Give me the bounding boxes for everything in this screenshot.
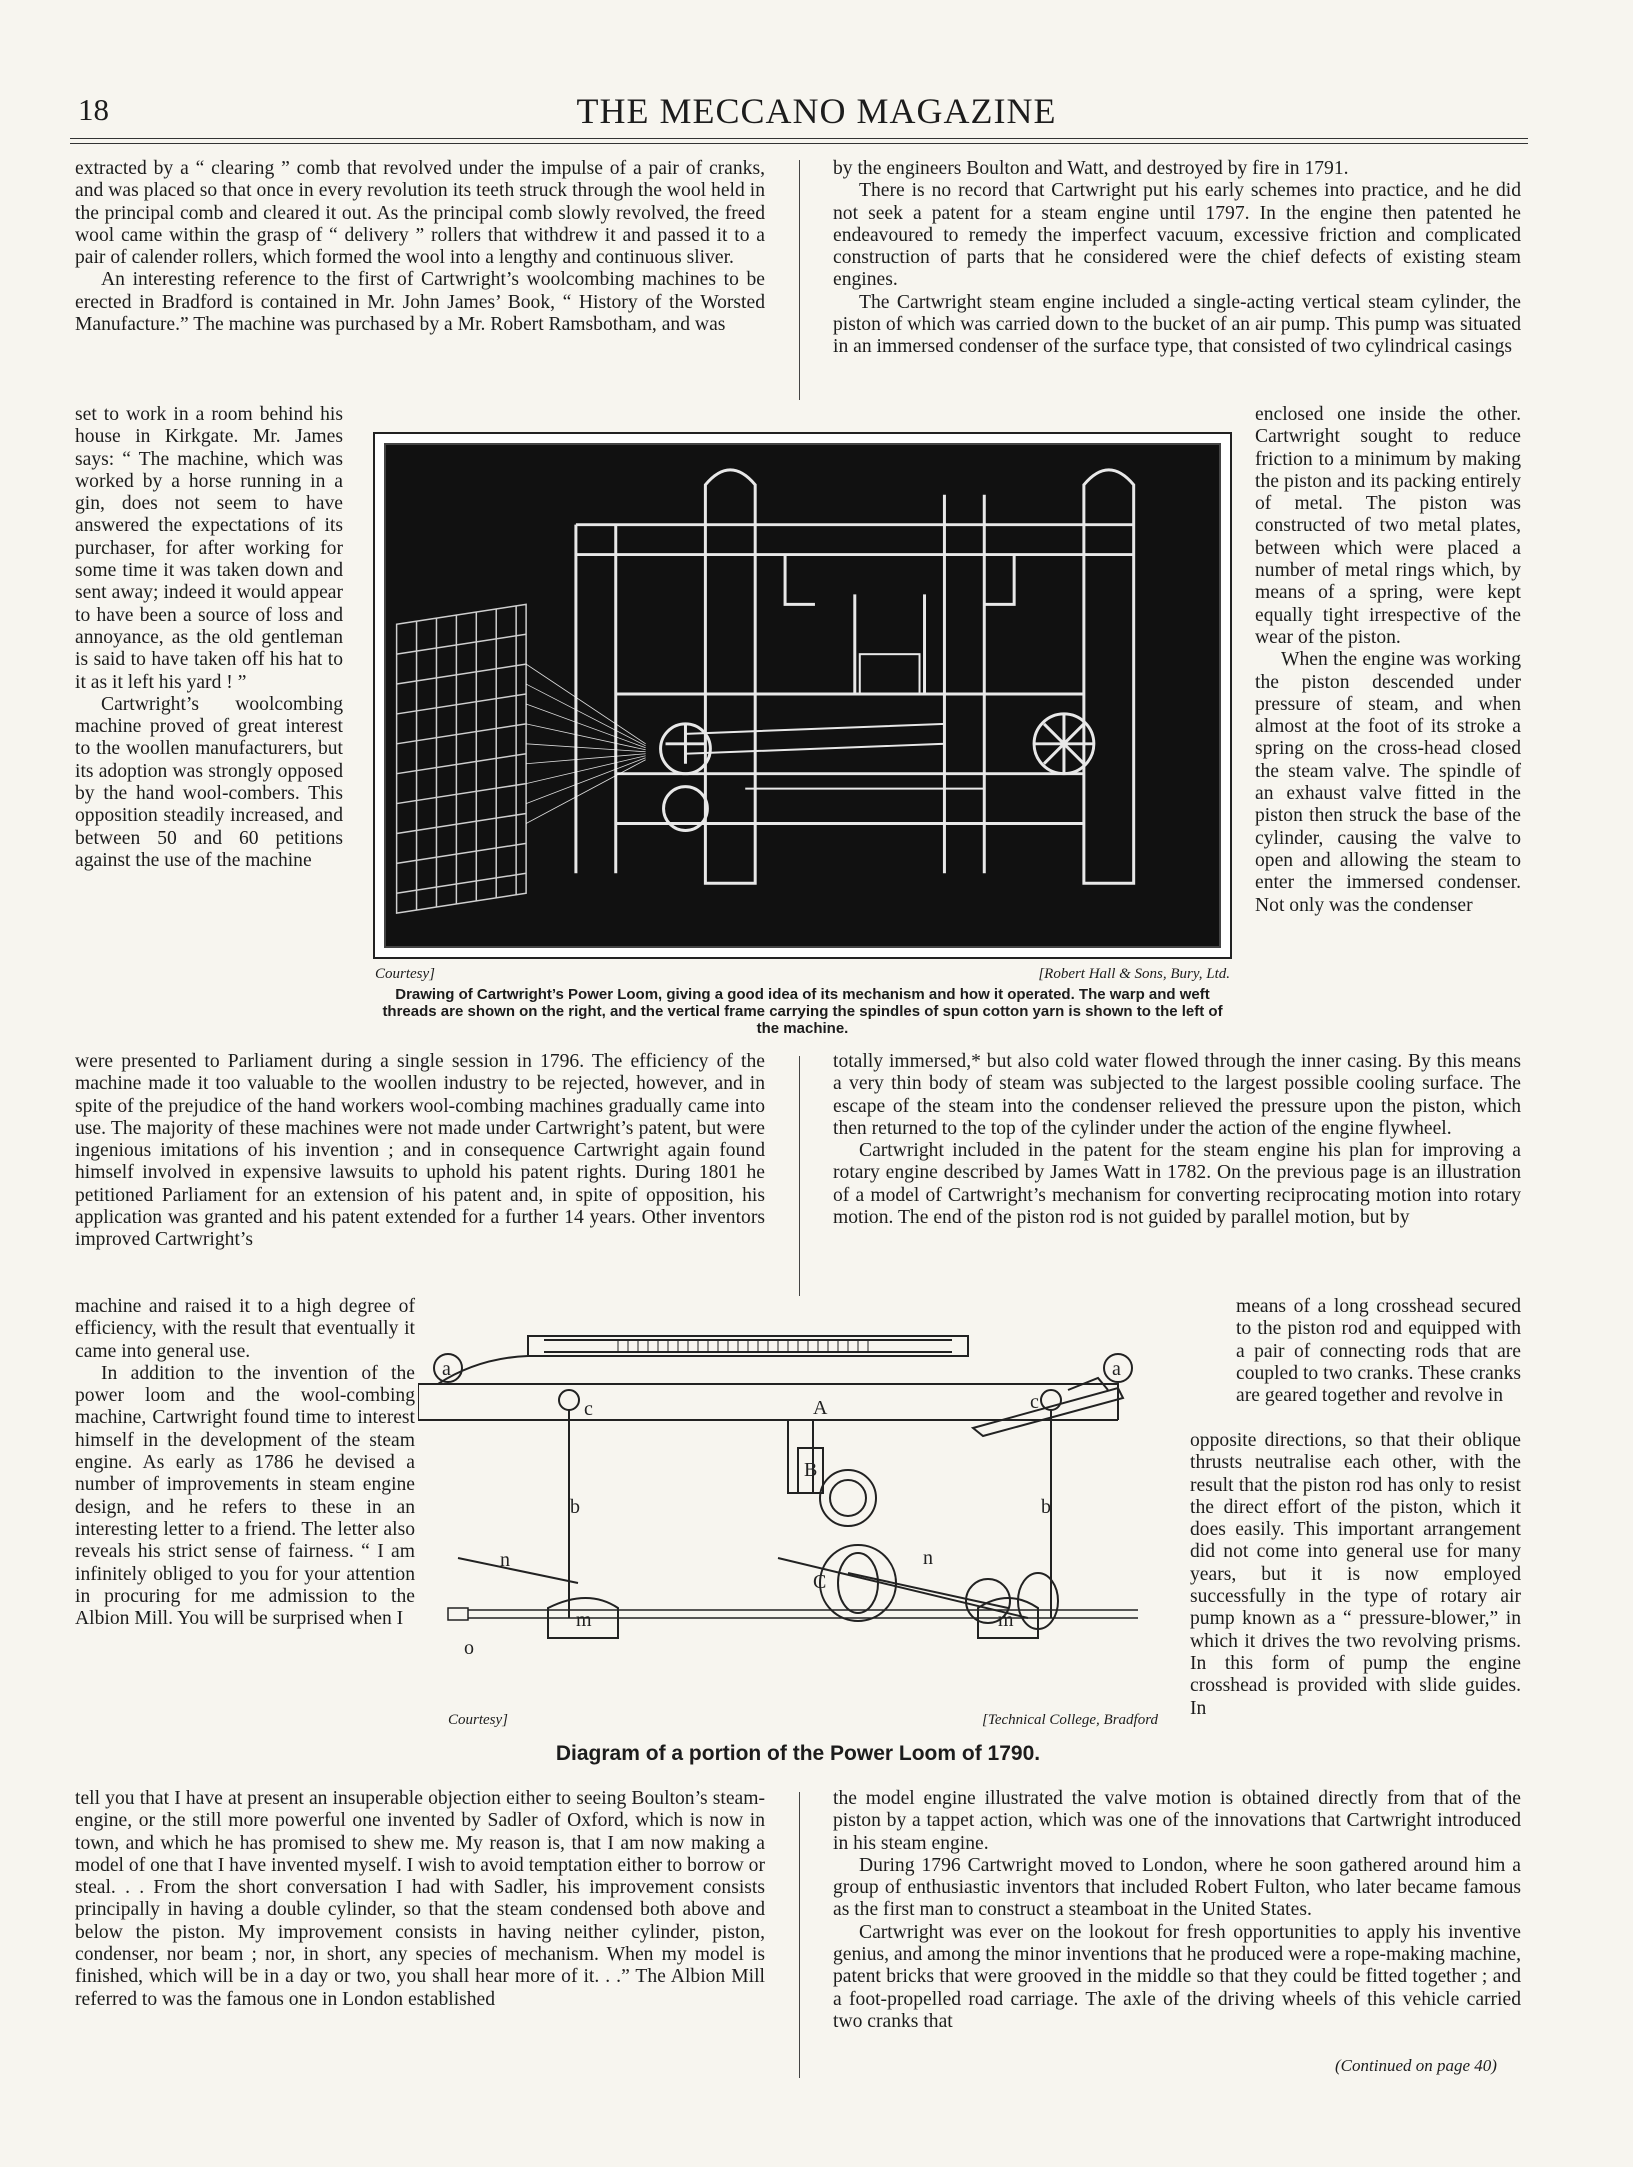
paragraph: An interesting reference to the first of Cartwright’s woolcombing machines to be erected in Bradford is contained in Mr. John James’ Book, “ History of the Worsted Manufacture.” The machine was purchased by a Mr. Robert Ramsbotham, and was xyxy=(75,269,765,336)
label-B: B xyxy=(804,1459,818,1481)
paragraph: set to work in a room behind his house in Kirkgate. Mr. James says: “ The machine, which was worked by a horse running in a gin, does not seem to have answered the expectations of its purchaser, for after working for some time it was taken down and sent away; indeed it would appear to have been a source of loss and annoyance, as the old gentleman is said to have taken off his hat to it as it left his yard ! ” xyxy=(75,404,343,693)
continued-note: (Continued on page 40) xyxy=(1335,2056,1497,2075)
column-divider xyxy=(799,160,800,400)
paragraph: totally immersed,* but also cold water flowed through the inner casing. By this means a very thin body of steam was subjected to the largest possible cooling surface. The escape of the steam into the condenser relieved the pressure upon the piston, which then returned to the top of the cylinder under the action of the engine flywheel. xyxy=(833,1051,1521,1139)
paragraph: extracted by a “ clearing ” comb that revolved under the impulse of a pair of cranks, and was placed so that once in every revolution its teeth struck through the wool held in the principal comb and cleared it out. As the principal comb slowly revolved, the freed wool came within the grasp of “ delivery ” rollers that withdrew it and passed it to a pair of calender rollers, which formed the wool into a lengthy and continuous sliver. xyxy=(75,158,765,269)
paragraph: were presented to Parliament during a single session in 1796. The efficiency of the machine made it too valuable to the woollen industry to be rejected, however, and in spite of the prejudice of the hand workers wool-combing machines gradually came into use. The majority of these machines were not made under Cartwright’s patent, but were ingenious imitations of his invention ; and in consequence Cartwright again found himself involved in expensive lawsuits to uphold his patent rights. During 1801 he petitioned Parliament for an extension of his patent and, in spite of opposition, his application was granted and his patent extended for a further 14 years. Other inventors improved Cartwright’s xyxy=(75,1051,765,1251)
paragraph: enclosed one inside the other. Cartwright sought to reduce friction to a minimum by making the piston and its packing entirely of metal. The piston was constructed of two metal plates, between which were placed a number of metal rings which, by means of a spring, were kept equally tight irrespective of the wear of the piston. xyxy=(1255,404,1521,648)
page-number: 18 xyxy=(78,92,109,127)
label-c-left: c xyxy=(584,1398,593,1420)
paragraph: by the engineers Boulton and Watt, and destroyed by fire in 1791. xyxy=(833,158,1349,179)
power-loom-illustration xyxy=(386,445,1219,946)
figure2-credit-right: [Technical College, Bradford xyxy=(982,1712,1158,1728)
paragraph: opposite directions, so that their oblique thrusts neutralise each other, with the result that the piston rod has only to resist the direct effort of the piston, which it does easily. This important arrangement did not come into general use for many years, but it is now employed successfully in the type of rotary air pump known as a “ pressure-blower,” in which it drives the two revolving prisms. In this form of pump the engine crosshead is provided with slide guides. In xyxy=(1190,1430,1521,1719)
paragraph: Cartwright’s woolcombing machine proved of great interest to the woollen manufacturers, but its adoption was strongly opposed by the hand wool-combers. This opposition steadily increased, and between 50 and 60 petitions against the use of the machine xyxy=(75,693,343,871)
paragraph: machine and raised it to a high degree of efficiency, with the result that eventually it came into general use. xyxy=(75,1296,415,1362)
figure2-caption: Diagram of a portion of the Power Loom of 1790. xyxy=(555,1742,1041,1765)
left-column-top xyxy=(75,158,765,336)
paragraph: During 1796 Cartwright moved to London, where he soon gathered around him a group of enthusiastic inventors that included Robert Fulton, who later became famous as the first man to construct a steamboat in the United States. xyxy=(833,1854,1521,1921)
right-column-narrow xyxy=(1255,404,1521,917)
paragraph: Cartwright was ever on the lookout for fresh opportunities to apply his inventive genius, and among the minor inventions that he produced were a rope-making machine, patent bricks that were grooved in the middle so that they could be fitted together ; and a foot-propelled road carriage. The axle of the driving wheels of this vehicle carried two cranks that xyxy=(833,1921,1521,2032)
power-loom-diagram xyxy=(418,1318,1178,1686)
paragraph: the model engine illustrated the valve motion is obtained directly from that of the piston by a tappet action, which was one of the innovations that Cartwright introduced in his steam engine. xyxy=(833,1788,1521,1854)
label-n-mid: n xyxy=(923,1547,933,1569)
label-a-left: a xyxy=(442,1358,451,1380)
right-column-middle xyxy=(833,1051,1521,1229)
column-divider xyxy=(799,1792,800,2078)
label-A: A xyxy=(813,1397,828,1419)
paragraph: tell you that I have at present an insuperable objection either to seeing Boulton’s steam-engine, or the still more powerful one invented by Sadler of Oxford, which is now in town, and which he has promised to shew me. My reason is, that I am now making a model of one that I have invented myself. I wish to avoid temptation either to borrow or steal. . . From the short conversation I had with Sadler, his improvement consists principally in having a double cylinder, so that the steam condensed both above and below the piston. My improvement consists in having neither cylinder, piston, condenser, nor beam ; nor, in short, any species of mechanism. When my model is finished, which will be in a day or two, you shall hear more of it. . .” The Albion Mill referred to was the famous one in London established xyxy=(75,1788,765,2010)
paragraph: There is no record that Cartwright put his early schemes into practice, and he did not seek a patent for a steam engine until 1797. In the engine then patented he endeavoured to remedy the imperfect vacuum, excessive friction and complicated construction of parts that he considered were the chief defects of existing steam engines. xyxy=(833,180,1521,291)
figure1-credit-right: [Robert Hall & Sons, Bury, Ltd. xyxy=(1038,966,1230,982)
label-a-right: a xyxy=(1112,1358,1121,1380)
paragraph: means of a long crosshead secured to the piston rod and equipped with a pair of connecting rods that are coupled to two cranks. These cranks are geared together and revolve in xyxy=(1236,1296,1521,1407)
label-c-right: c xyxy=(1030,1391,1039,1413)
paragraph: The Cartwright steam engine included a single-acting vertical steam cylinder, the piston of which was carried down to the bucket of an air pump. This pump was situated in an immersed condenser of the surface type, that consisted of two cylindrical casings xyxy=(833,291,1521,358)
left-column-narrow-2 xyxy=(75,1296,415,1630)
column-divider xyxy=(799,1056,800,1296)
label-b-right: b xyxy=(1041,1496,1051,1518)
right-column-bottom xyxy=(833,1788,1521,2033)
right-column-top xyxy=(833,158,1521,359)
right-column-wide-2 xyxy=(1190,1430,1521,1720)
label-m-right: m xyxy=(998,1609,1014,1631)
left-column-bottom xyxy=(75,1788,765,2011)
label-n-left: n xyxy=(500,1549,510,1571)
label-m-left: m xyxy=(576,1609,592,1631)
label-b-left: b xyxy=(570,1496,580,1518)
paragraph: When the engine was working the piston descended under pressure of steam, and when almost at the foot of its stroke a spring on the cross-head closed the steam valve. The spindle of an exhaust valve fitted in the piston then struck the base of the cylinder, causing the valve to open and allowing the steam to enter the immersed condenser. Not only was the condenser xyxy=(1255,649,1521,916)
figure2-credit-left: Courtesy] xyxy=(448,1712,508,1728)
right-column-narrow-2 xyxy=(1236,1296,1521,1407)
header-rule-thin xyxy=(70,143,1528,144)
power-loom-drawing xyxy=(373,432,1232,959)
label-o: o xyxy=(464,1637,474,1659)
left-column-narrow xyxy=(75,404,343,872)
paragraph: In addition to the invention of the power loom and the wool-combing machine, Cartwright found time to interest himself in the development of the steam engine. As early as 1786 he devised a number of improvements in steam engine design, and he refers to these in an interesting letter to a friend. The letter also reveals his strict sense of fairness. “ I am infinitely obliged to you for your attention in procuring for me admission to the Albion Mill. You will be surprised when I xyxy=(75,1362,415,1630)
figure1-caption: Drawing of Cartwright’s Power Loom, giving a good idea of its mechanism and how it operated. The warp and weft threads are shown on the right, and the vertical frame carrying the spindles of spun cotton yarn is shown to the left of the machine. xyxy=(382,986,1223,1037)
figure1-credit-left: Courtesy] xyxy=(375,966,435,982)
power-loom-line-diagram xyxy=(418,1318,1178,1686)
paragraph: Cartwright included in the patent for the steam engine his plan for improving a rotary engine described by James Watt in 1782. On the previous page is an illustration of a model of Cartwright’s mechanism for converting reciprocating motion into rotary motion. The end of the piston rod is not guided by parallel motion, but by xyxy=(833,1140,1521,1229)
header-rule xyxy=(70,138,1528,139)
magazine-title: THE MECCANO MAGAZINE xyxy=(576,91,1057,131)
label-C: C xyxy=(813,1571,827,1593)
left-column-middle xyxy=(75,1051,765,1252)
